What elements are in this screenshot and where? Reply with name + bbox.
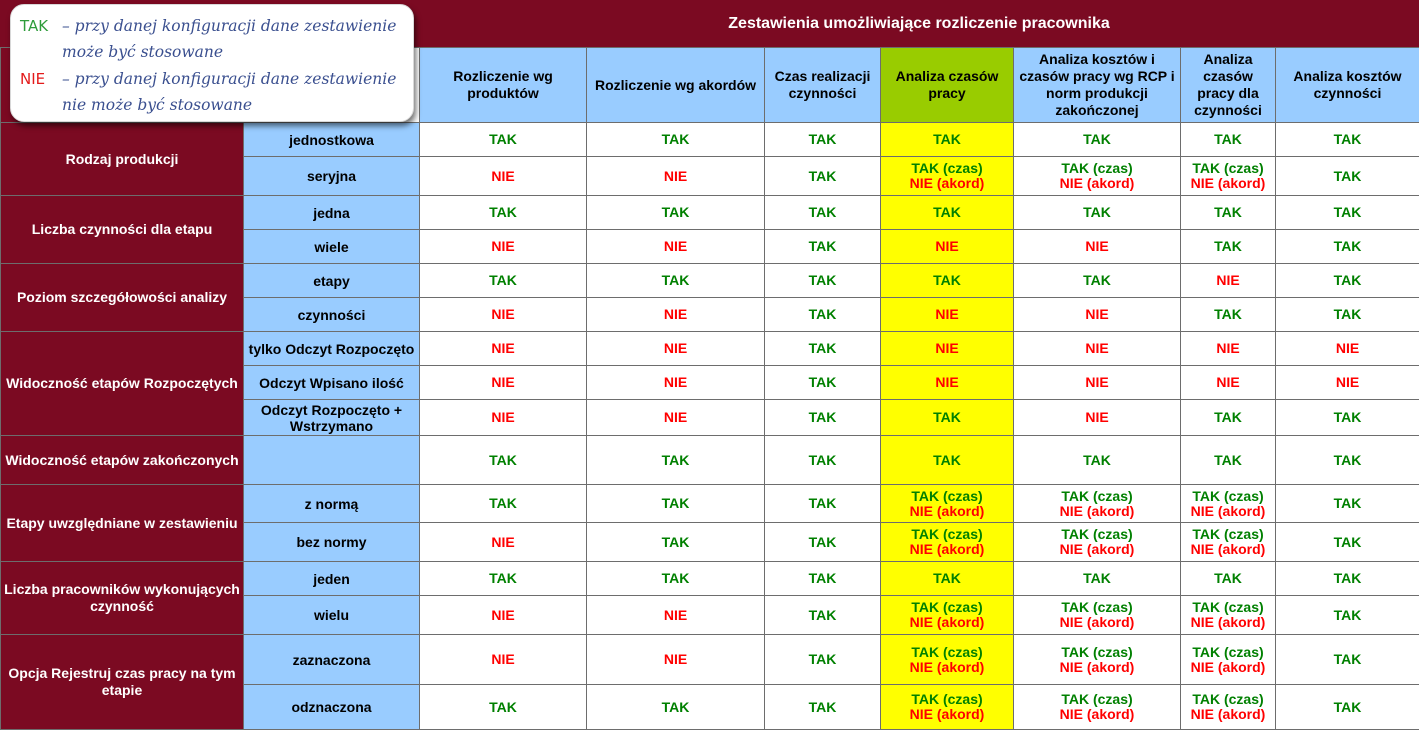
tak-value: TAK (661, 533, 690, 550)
column-header: Analiza czasów pracy dla czynności (1181, 48, 1276, 123)
value-cell (587, 685, 765, 730)
value-cell (587, 332, 765, 366)
nie-value: NIE (akord) (1059, 175, 1135, 191)
nie-value: NIE (1216, 272, 1240, 288)
tak-value: TAK (1083, 131, 1111, 147)
tak-value: TAK (489, 131, 517, 147)
value-cell (1276, 196, 1419, 230)
tak-value: TAK (czas) (1192, 643, 1264, 660)
tak-value: TAK (1083, 204, 1111, 220)
tak-value: TAK (czas) (1061, 526, 1133, 542)
nie-value: NIE (1216, 374, 1240, 390)
row-sublabel: jeden (244, 562, 420, 596)
nie-value: NIE (akord) (1190, 658, 1266, 675)
value-cell (881, 562, 1014, 596)
row-group-label: Opcja Rejestruj czas pracy na tym etapie (1, 635, 244, 730)
nie-value: NIE (935, 238, 959, 254)
row-group-label: Liczba pracowników wykonujących czynność (1, 562, 244, 635)
value-cell (1014, 436, 1181, 485)
table-row (1, 123, 1419, 157)
value-cell (1014, 596, 1181, 635)
value-cell (1014, 298, 1181, 332)
tak-value: TAK (808, 570, 837, 586)
tak-value: TAK (1333, 606, 1362, 623)
tak-value: TAK (808, 451, 837, 468)
value-cell (881, 264, 1014, 298)
tak-value: TAK (489, 272, 517, 288)
row-group-label: Rodzaj produkcji (1, 123, 244, 196)
row-sublabel: wielu (244, 596, 420, 635)
nie-value: NIE (akord) (1190, 502, 1266, 519)
tak-value: TAK (czas) (1192, 599, 1264, 615)
value-cell (587, 298, 765, 332)
nie-value: NIE (491, 651, 515, 667)
value-cell (765, 366, 881, 400)
tak-value: TAK (1083, 451, 1111, 468)
value-cell (881, 298, 1014, 332)
value-cell (420, 436, 587, 485)
tak-value: TAK (1214, 204, 1242, 220)
value-cell (1014, 264, 1181, 298)
value-cell (420, 596, 587, 635)
row-group-label: Widoczność etapów Rozpoczętych (1, 332, 244, 436)
value-cell (1014, 485, 1181, 523)
tak-value: TAK (czas) (911, 599, 983, 615)
value-cell (1014, 366, 1181, 400)
row-sublabel: seryjna (244, 157, 420, 196)
value-cell (420, 332, 587, 366)
tak-value: TAK (1333, 204, 1362, 220)
value-cell (765, 400, 881, 436)
value-cell (1276, 685, 1419, 730)
tak-value: TAK (933, 451, 961, 468)
tak-value: TAK (808, 306, 837, 322)
value-cell (1276, 436, 1419, 485)
value-cell (765, 196, 881, 230)
tak-value: TAK (808, 651, 837, 667)
nie-value: NIE (1085, 306, 1109, 322)
value-cell (1276, 366, 1419, 400)
nie-value: NIE (akord) (909, 175, 985, 191)
row-sublabel: etapy (244, 264, 420, 298)
value-cell (1276, 596, 1419, 635)
tak-value: TAK (661, 204, 690, 220)
value-cell (881, 123, 1014, 157)
value-cell (1181, 123, 1276, 157)
nie-value: NIE (1085, 374, 1109, 390)
value-cell (587, 366, 765, 400)
value-cell (765, 123, 881, 157)
value-cell (1181, 596, 1276, 635)
tak-value: TAK (933, 272, 961, 288)
tak-value: TAK (933, 570, 961, 586)
value-cell (1181, 298, 1276, 332)
tak-value: TAK (808, 340, 837, 356)
value-cell (765, 332, 881, 366)
value-cell (765, 264, 881, 298)
nie-value: NIE (663, 409, 688, 425)
tak-value: TAK (808, 167, 837, 184)
tak-value: TAK (808, 374, 837, 390)
nie-value: NIE (663, 238, 688, 254)
tak-value: TAK (czas) (1192, 691, 1264, 707)
value-cell (587, 157, 765, 196)
nie-value: NIE (akord) (1059, 706, 1135, 722)
nie-value: NIE (663, 340, 688, 356)
nie-value: NIE (491, 167, 515, 184)
value-cell (1181, 485, 1276, 523)
tak-value: TAK (808, 409, 837, 425)
row-group-label: Widoczność etapów zakończonych (1, 436, 244, 485)
nie-value: NIE (1085, 409, 1109, 425)
nie-value: NIE (1216, 340, 1240, 356)
value-cell (1276, 157, 1419, 196)
tak-value: TAK (489, 570, 517, 586)
row-group-label: Poziom szczegółowości analizy (1, 264, 244, 332)
nie-value: NIE (akord) (909, 541, 985, 557)
nie-value: NIE (akord) (1059, 541, 1135, 557)
table-body (1, 123, 1419, 730)
value-cell (587, 436, 765, 485)
tak-value: TAK (czas) (911, 526, 983, 542)
legend-nie-description-cont: nie może być stosowane (62, 96, 253, 114)
table-row (1, 635, 1419, 685)
value-cell (1014, 157, 1181, 196)
tak-value: TAK (661, 570, 690, 586)
table-title: Zestawienia umożliwiające rozliczenie pracownika (728, 14, 1110, 32)
nie-value: NIE (1335, 340, 1360, 356)
row-sublabel: Odczyt Wpisano ilość (244, 366, 420, 400)
column-header: Analiza kosztów i czasów pracy wg RCP i norm produkcji zakończonej (1014, 48, 1181, 123)
value-cell (587, 123, 765, 157)
tak-value: TAK (808, 131, 837, 147)
value-cell (881, 230, 1014, 264)
value-cell (1014, 635, 1181, 685)
table-row (1, 332, 1419, 366)
nie-value: NIE (491, 340, 515, 356)
tak-value: TAK (1214, 451, 1242, 468)
value-cell (881, 523, 1014, 562)
value-cell (1014, 123, 1181, 157)
tak-value: TAK (1333, 651, 1362, 667)
tak-value: TAK (1333, 131, 1362, 147)
table-row (1, 264, 1419, 298)
nie-value: NIE (663, 651, 688, 667)
value-cell (420, 298, 587, 332)
tak-value: TAK (1333, 238, 1362, 254)
value-cell (587, 400, 765, 436)
row-sublabel: jedna (244, 196, 420, 230)
value-cell (1181, 157, 1276, 196)
nie-value: NIE (663, 606, 688, 623)
value-cell (1181, 400, 1276, 436)
value-cell (1014, 332, 1181, 366)
tak-value: TAK (1083, 272, 1111, 288)
value-cell (765, 436, 881, 485)
row-sublabel: bez normy (244, 523, 420, 562)
nie-value: NIE (akord) (909, 502, 985, 519)
value-cell (420, 562, 587, 596)
nie-value: NIE (1335, 374, 1360, 390)
column-header: Analiza kosztów czynności (1276, 48, 1419, 123)
value-cell (1276, 298, 1419, 332)
value-cell (1014, 196, 1181, 230)
value-cell (587, 264, 765, 298)
value-cell (420, 635, 587, 685)
row-sublabel: jednostkowa (244, 123, 420, 157)
table-row (1, 562, 1419, 596)
value-cell (1014, 523, 1181, 562)
value-cell (1181, 523, 1276, 562)
tak-value: TAK (808, 495, 837, 511)
value-cell (1276, 264, 1419, 298)
value-cell (765, 298, 881, 332)
value-cell (881, 635, 1014, 685)
tak-value: TAK (czas) (1061, 487, 1133, 504)
tak-value: TAK (czas) (1061, 691, 1133, 707)
nie-value: NIE (akord) (1059, 658, 1135, 675)
tak-value: TAK (czas) (911, 487, 983, 504)
value-cell (587, 485, 765, 523)
value-cell (420, 230, 587, 264)
value-cell (881, 400, 1014, 436)
column-header: Rozliczenie wg produktów (420, 48, 587, 123)
table-row (1, 196, 1419, 230)
tak-value: TAK (1083, 570, 1111, 586)
row-sublabel: z normą (244, 485, 420, 523)
tak-value: TAK (1333, 409, 1362, 425)
value-cell (765, 157, 881, 196)
tak-value: TAK (1333, 570, 1362, 586)
tak-value: TAK (czas) (911, 160, 983, 176)
value-cell (1276, 123, 1419, 157)
tak-value: TAK (1214, 570, 1242, 586)
row-sublabel (244, 436, 420, 485)
legend-tak-description-cont: może być stosowane (62, 43, 224, 61)
nie-value: NIE (akord) (1059, 614, 1135, 630)
value-cell (420, 366, 587, 400)
row-group-label: Etapy uwzględniane w zestawieniu (1, 485, 244, 562)
tak-value: TAK (661, 272, 690, 288)
tak-value: TAK (661, 495, 690, 511)
nie-value: NIE (akord) (1190, 614, 1266, 630)
legend-nie-key: NIE (20, 70, 46, 88)
tak-value: TAK (czas) (1192, 160, 1264, 176)
value-cell (1276, 635, 1419, 685)
column-header: Rozliczenie wg akordów (587, 48, 765, 123)
tak-value: TAK (489, 495, 517, 511)
tak-value: TAK (1214, 131, 1242, 147)
tak-value: TAK (1214, 238, 1242, 254)
value-cell (420, 196, 587, 230)
nie-value: NIE (663, 306, 688, 322)
nie-value: NIE (1085, 340, 1109, 356)
tak-value: TAK (1214, 409, 1242, 425)
tak-value: TAK (1333, 167, 1362, 184)
value-cell (1181, 230, 1276, 264)
value-cell (420, 123, 587, 157)
tak-value: TAK (1333, 306, 1362, 322)
value-cell (881, 157, 1014, 196)
tak-value: TAK (czas) (1192, 526, 1264, 542)
value-cell (765, 230, 881, 264)
value-cell (1276, 332, 1419, 366)
value-cell (1181, 685, 1276, 730)
value-cell (1181, 196, 1276, 230)
value-cell (1014, 230, 1181, 264)
value-cell (420, 685, 587, 730)
nie-value: NIE (491, 409, 515, 425)
nie-value: NIE (491, 238, 515, 254)
tak-value: TAK (808, 204, 837, 220)
value-cell (1181, 436, 1276, 485)
nie-value: NIE (491, 606, 515, 623)
tak-value: TAK (czas) (911, 691, 983, 707)
value-cell (881, 436, 1014, 485)
tak-value: TAK (489, 451, 517, 468)
tak-value: TAK (808, 606, 837, 623)
row-sublabel: zaznaczona (244, 635, 420, 685)
tak-value: TAK (czas) (1061, 160, 1133, 176)
row-sublabel: wiele (244, 230, 420, 264)
legend-note (10, 4, 414, 122)
tak-value: TAK (czas) (1061, 643, 1133, 660)
value-cell (420, 523, 587, 562)
value-cell (420, 264, 587, 298)
nie-value: NIE (663, 374, 688, 390)
legend-tak-key: TAK (20, 17, 49, 35)
tak-value: TAK (1214, 306, 1242, 322)
value-cell (1276, 230, 1419, 264)
value-cell (1181, 332, 1276, 366)
comparison-table (0, 47, 1419, 730)
tak-value: TAK (933, 409, 961, 425)
column-header-highlighted: Analiza czasów pracy (881, 48, 1014, 123)
value-cell (1181, 635, 1276, 685)
row-sublabel: odznaczona (244, 685, 420, 730)
tak-value: TAK (1333, 533, 1362, 550)
nie-value: NIE (935, 374, 959, 390)
tak-value: TAK (489, 698, 517, 715)
value-cell (765, 485, 881, 523)
value-cell (765, 523, 881, 562)
tak-value: TAK (czas) (1192, 487, 1264, 504)
nie-value: NIE (akord) (909, 614, 985, 630)
value-cell (1181, 562, 1276, 596)
nie-value: NIE (akord) (1190, 541, 1266, 557)
nie-value: NIE (akord) (909, 706, 985, 722)
value-cell (765, 635, 881, 685)
tak-value: TAK (1333, 698, 1362, 715)
value-cell (765, 562, 881, 596)
tak-value: TAK (661, 131, 690, 147)
table-row (1, 436, 1419, 485)
value-cell (587, 562, 765, 596)
value-cell (1276, 485, 1419, 523)
tak-value: TAK (czas) (1061, 599, 1133, 615)
value-cell (881, 596, 1014, 635)
tak-value: TAK (933, 131, 961, 147)
value-cell (420, 485, 587, 523)
nie-value: NIE (935, 306, 959, 322)
row-group-label: Liczba czynności dla etapu (1, 196, 244, 264)
value-cell (881, 196, 1014, 230)
tak-value: TAK (808, 238, 837, 254)
tak-value: TAK (1333, 495, 1362, 511)
nie-value: NIE (akord) (909, 658, 985, 675)
tak-value: TAK (808, 533, 837, 550)
tak-value: TAK (1333, 272, 1362, 288)
tak-value: TAK (933, 204, 961, 220)
row-sublabel: tylko Odczyt Rozpoczęto (244, 332, 420, 366)
legend-nie-description: – przy danej konfiguracji dane zestawienie (62, 70, 397, 88)
tak-value: TAK (1333, 451, 1362, 468)
nie-value: NIE (491, 533, 515, 550)
value-cell (881, 332, 1014, 366)
value-cell (587, 230, 765, 264)
row-sublabel: czynności (244, 298, 420, 332)
value-cell (587, 523, 765, 562)
nie-value: NIE (1085, 238, 1109, 254)
tak-value: TAK (661, 698, 690, 715)
value-cell (881, 485, 1014, 523)
value-cell (1014, 400, 1181, 436)
value-cell (1014, 562, 1181, 596)
value-cell (587, 635, 765, 685)
tak-value: TAK (661, 451, 690, 468)
value-cell (587, 596, 765, 635)
nie-value: NIE (akord) (1190, 706, 1266, 722)
value-cell (765, 596, 881, 635)
value-cell (881, 366, 1014, 400)
value-cell (587, 196, 765, 230)
value-cell (881, 685, 1014, 730)
nie-value: NIE (491, 306, 515, 322)
nie-value: NIE (491, 374, 515, 390)
tak-value: TAK (808, 272, 837, 288)
nie-value: NIE (663, 167, 688, 184)
nie-value: NIE (akord) (1190, 175, 1266, 191)
value-cell (1276, 400, 1419, 436)
value-cell (420, 157, 587, 196)
column-header: Czas realizacji czynności (765, 48, 881, 123)
tak-value: TAK (czas) (911, 643, 983, 660)
value-cell (1014, 685, 1181, 730)
tak-value: TAK (489, 204, 517, 220)
value-cell (1181, 366, 1276, 400)
legend-tak-description: – przy danej konfiguracji dane zestawienie (62, 17, 397, 35)
row-sublabel: Odczyt Rozpoczęto + Wstrzymano (244, 400, 420, 436)
nie-value: NIE (akord) (1059, 502, 1135, 519)
value-cell (420, 400, 587, 436)
value-cell (1181, 264, 1276, 298)
table-row (1, 485, 1419, 523)
value-cell (1276, 523, 1419, 562)
value-cell (765, 685, 881, 730)
tak-value: TAK (808, 698, 837, 715)
value-cell (1276, 562, 1419, 596)
nie-value: NIE (935, 340, 959, 356)
